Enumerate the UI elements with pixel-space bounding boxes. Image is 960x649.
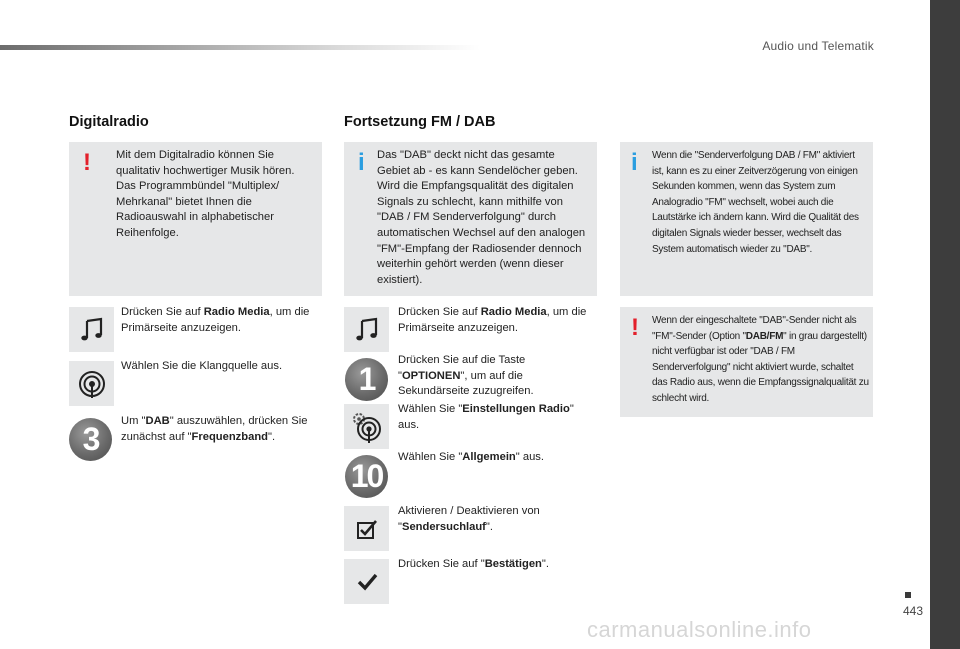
- middle-step-2: [398, 353, 593, 400]
- watermark: carmanualsonline.info: [587, 617, 812, 642]
- warning-icon: !: [83, 149, 91, 176]
- middle-step-1-post: , um die Primärseite anzuzeigen.: [398, 306, 587, 334]
- middle-step-5-post: ".: [485, 520, 494, 533]
- middle-step-1-bold: Radio Media: [480, 306, 547, 318]
- header-rule: [0, 45, 480, 50]
- left-step-3-post: ".: [267, 430, 276, 443]
- info-icon: i: [631, 149, 638, 176]
- info-note-senderverfolgung: [620, 142, 873, 296]
- left-step-1-post: , um die Primärseite anzuzeigen.: [121, 306, 310, 334]
- middle-step-2-bold: OPTIONEN: [401, 369, 461, 382]
- middle-step-5-bold: Sendersuchlauf: [401, 520, 486, 533]
- info-note-dab: [344, 142, 597, 296]
- middle-step-2-post: ", um auf die Sekundärseite zuzugreifen.: [398, 369, 534, 398]
- checkbox-icon: [344, 506, 389, 551]
- warning-dab-fm-post: " in grau dargestellt) nicht verfügbar ist oder "DAB / FM Senderverfolgung" nicht aktiviert wurde, schaltet das Radio aus, wenn die Empfangssignalqualität zu schlecht wird.: [652, 330, 869, 404]
- section-header: Audio und Telematik: [762, 39, 874, 53]
- left-step-1-bold: Radio Media: [203, 306, 270, 318]
- warning-text: Mit dem Digitalradio können Sie qualitativ hochwertiger Musik hören. Das Programmbündel "Multiplex/ Mehrkanal" bietet Ihnen die Radioauswahl in alphabetischer Reihenfolge.: [116, 149, 295, 239]
- settings-radio-icon: [344, 404, 389, 449]
- middle-step-4-bold: Allgemein: [462, 451, 516, 463]
- page-marker: [905, 592, 911, 598]
- step-badge-3: 3: [69, 418, 112, 461]
- middle-step-1: [398, 305, 593, 336]
- middle-step-6: [398, 557, 593, 573]
- left-step-3: [121, 414, 326, 445]
- middle-step-3-bold: Einstellungen Radio: [462, 403, 570, 415]
- side-bar: [930, 0, 960, 649]
- info-icon: i: [358, 149, 365, 176]
- radio-signal-icon: [69, 361, 114, 406]
- warning-note-digitalradio: [69, 142, 322, 296]
- middle-step-5-pre: Aktivieren / Deaktivieren von ": [398, 505, 540, 533]
- left-step-3-pre: Um ": [121, 415, 146, 427]
- middle-step-4: [398, 450, 593, 466]
- middle-step-6-pre: Drücken Sie auf ": [398, 558, 485, 570]
- middle-step-2-pre: Drücken Sie auf die Taste ": [398, 354, 526, 382]
- left-step-1: [121, 305, 321, 336]
- left-step-2: Wählen Sie die Klangquelle aus.: [121, 360, 283, 372]
- checkmark-icon: [344, 559, 389, 604]
- info-text-senderverfolgung: Wenn die "Senderverfolgung DAB / FM" aktiviert ist, kann es zu einer Zeitverzögerung von einigen Sekunden kommen, wenn das System zum Analogradio "FM" wechselt, wobei auch die Lautstärke ich ändern kann. Wird die Qualität des digitalen Signals wieder besser, wechselt das System automatisch wieder zu "DAB".: [652, 150, 859, 255]
- left-step-3-mid: " auszuwählen, drücken Sie zunächst auf ": [121, 415, 308, 443]
- left-step-3-bold: DAB: [145, 415, 170, 427]
- warning-dab-fm-bold: DAB/FM: [745, 330, 784, 342]
- warning-text-dab-fm: [652, 313, 869, 407]
- warning-dab-fm-pre: Wenn der eingeschaltete "DAB"-Sender nicht als "FM"-Sender (Option ": [652, 315, 857, 342]
- left-step-1-pre: Drücken Sie auf: [121, 306, 204, 318]
- step-badge-10: 10: [345, 455, 388, 498]
- middle-step-3-post: " aus.: [398, 403, 574, 431]
- heading-digitalradio: Digitalradio: [69, 114, 149, 130]
- middle-step-4-pre: Wählen Sie ": [398, 451, 463, 463]
- warning-note-dab-fm: [620, 307, 873, 417]
- middle-step-5: [398, 504, 593, 535]
- middle-step-3-pre: Wählen Sie ": [398, 403, 463, 415]
- middle-step-3: [398, 402, 598, 433]
- page-number: 443: [902, 604, 923, 618]
- heading-fortsetzung: Fortsetzung FM / DAB: [344, 114, 496, 130]
- music-note-icon: [344, 307, 389, 352]
- middle-step-1-pre: Drücken Sie auf: [398, 306, 481, 318]
- warning-icon: !: [631, 314, 639, 341]
- info-text-dab: Das "DAB" deckt nicht das gesamte Gebiet ab - es kann Sendelöcher geben. Wird die Empfangsqualität des digitalen Signals zu schlecht, kann mithilfe von "DAB / FM Senderverfolgung" durch automatischen Wechsel auf den analogen "FM"-Empfang der Radiosender dennoch weiterhin gehört werden (wenn dieser existiert).: [377, 149, 586, 286]
- middle-step-6-post: ".: [541, 558, 549, 570]
- left-step-3-bold2: Frequenzband: [191, 430, 268, 443]
- middle-step-6-bold: Bestätigen: [484, 558, 542, 570]
- step-badge-1: 1: [345, 358, 388, 401]
- music-note-icon: [69, 307, 114, 352]
- middle-step-4-post: " aus.: [515, 451, 544, 463]
